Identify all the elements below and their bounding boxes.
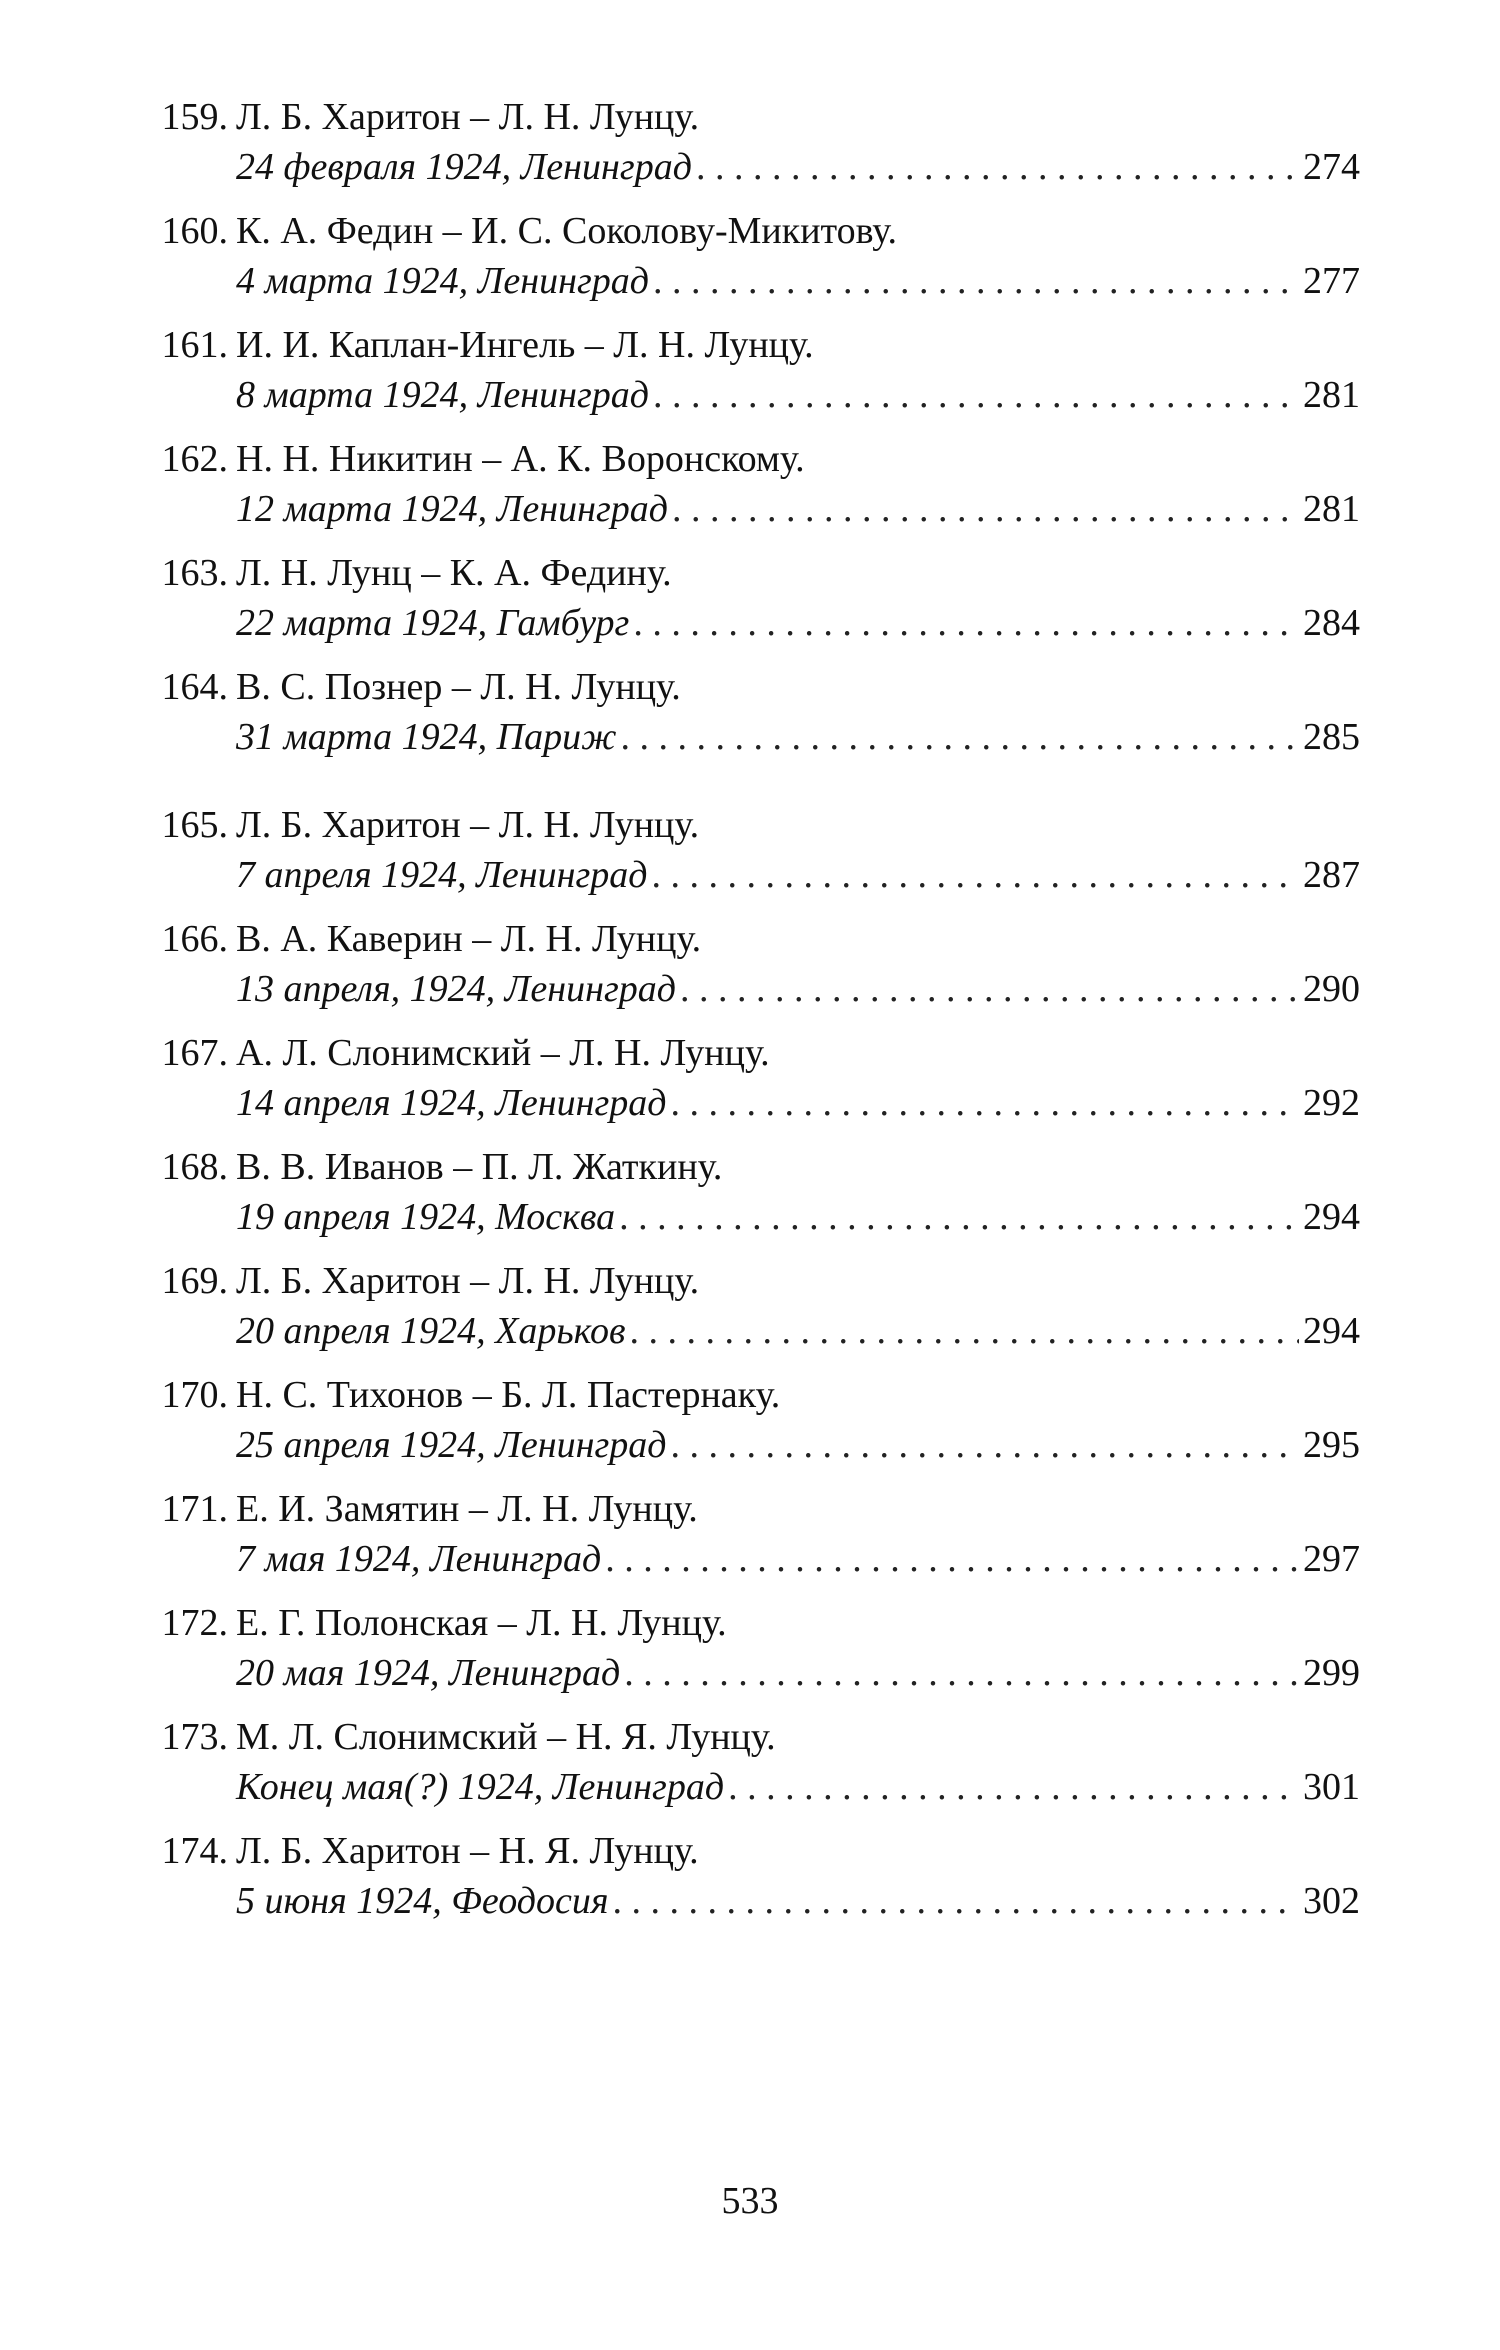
dot-leader: [671, 1420, 1299, 1470]
entry-title: Л. Н. Лунц – К. А. Федину.: [236, 552, 672, 594]
entry-page-number: 299: [1303, 1652, 1360, 1694]
entry-title: И. И. Каплан-Ингель – Л. Н. Лунцу.: [236, 324, 814, 366]
toc-entry: [160, 662, 1360, 776]
toc-entry: [160, 1256, 1360, 1370]
entry-date: 24 февраля 1924, Ленинград: [236, 146, 692, 188]
entry-page-number: 287: [1303, 854, 1360, 896]
entry-page-number: 301: [1303, 1766, 1360, 1808]
entry-page-number: 290: [1303, 968, 1360, 1010]
entry-number: 168.: [161, 1146, 228, 1188]
entry-page-number: 281: [1303, 488, 1360, 530]
entry-number: 162.: [161, 438, 228, 480]
entry-title: К. А. Федин – И. С. Соколову-Микитову.: [236, 210, 897, 252]
entry-date: 20 апреля 1924, Харьков: [236, 1310, 626, 1352]
dot-leader: [671, 1078, 1299, 1128]
entry-page-number: 294: [1303, 1310, 1360, 1352]
dot-leader: [619, 1192, 1299, 1242]
entry-number: 166.: [161, 918, 228, 960]
entry-number: 160.: [161, 210, 228, 252]
entry-date: 12 марта 1924, Ленинград: [236, 488, 669, 530]
entry-title: А. Л. Слонимский – Л. Н. Лунцу.: [236, 1032, 770, 1074]
entry-title: В. В. Иванов – П. Л. Жаткину.: [236, 1146, 723, 1188]
dot-leader: [624, 1648, 1299, 1698]
entry-page-number: 297: [1303, 1538, 1360, 1580]
entry-title: Н. Н. Никитин – А. К. Воронскому.: [236, 438, 805, 480]
toc-entry: [160, 1712, 1360, 1826]
entry-number: 159.: [161, 96, 228, 138]
entry-title: В. С. Познер – Л. Н. Лунцу.: [236, 666, 681, 708]
toc-entry: [160, 1142, 1360, 1256]
entry-number: 164.: [161, 666, 228, 708]
entry-number: 165.: [161, 804, 228, 846]
entry-number: 171.: [161, 1488, 228, 1530]
entry-date: 7 мая 1924, Ленинград: [236, 1538, 602, 1580]
dot-leader: [633, 598, 1299, 648]
entry-page-number: 277: [1303, 260, 1360, 302]
entry-title: Л. Б. Харитон – Л. Н. Лунцу.: [236, 96, 700, 138]
entry-number: 174.: [161, 1830, 228, 1872]
dot-leader: [653, 256, 1299, 306]
entry-title: Е. И. Замятин – Л. Н. Лунцу.: [236, 1488, 698, 1530]
entry-title: М. Л. Слонимский – Н. Я. Лунцу.: [236, 1716, 776, 1758]
entry-page-number: 285: [1303, 716, 1360, 758]
dot-leader: [680, 964, 1299, 1014]
table-of-contents: [160, 92, 1360, 1940]
entry-title: Н. С. Тихонов – Б. Л. Пастернаку.: [236, 1374, 781, 1416]
entry-title: Л. Б. Харитон – Н. Я. Лунцу.: [236, 1830, 699, 1872]
entry-date: 20 мая 1924, Ленинград: [236, 1652, 621, 1694]
entry-number: 163.: [161, 552, 228, 594]
toc-entry: [160, 800, 1360, 914]
toc-entry: [160, 206, 1360, 320]
toc-entry: [160, 1028, 1360, 1142]
entry-page-number: 292: [1303, 1082, 1360, 1124]
toc-entry: [160, 1370, 1360, 1484]
toc-entry: [160, 548, 1360, 662]
dot-leader: [728, 1762, 1299, 1812]
entry-date: 25 апреля 1924, Ленинград: [236, 1424, 667, 1466]
entry-date: 8 марта 1924, Ленинград: [236, 374, 650, 416]
entry-number: 169.: [161, 1260, 228, 1302]
entry-number: 172.: [161, 1602, 228, 1644]
toc-entry: [160, 914, 1360, 1028]
entry-date: 7 апреля 1924, Ленинград: [236, 854, 648, 896]
dot-leader: [652, 850, 1299, 900]
entry-page-number: 284: [1303, 602, 1360, 644]
dot-leader: [613, 1876, 1300, 1926]
entry-number: 173.: [161, 1716, 228, 1758]
entry-date: Конец мая(?) 1924, Ленинград: [236, 1766, 725, 1808]
entry-number: 170.: [161, 1374, 228, 1416]
toc-entry: [160, 1826, 1360, 1940]
dot-leader: [605, 1534, 1299, 1584]
toc-entry: [160, 320, 1360, 434]
entry-date: 31 марта 1924, Париж: [236, 716, 617, 758]
entry-date: 4 марта 1924, Ленинград: [236, 260, 650, 302]
entry-date: 14 апреля 1924, Ленинград: [236, 1082, 667, 1124]
entry-title: Л. Б. Харитон – Л. Н. Лунцу.: [236, 1260, 700, 1302]
dot-leader: [620, 712, 1299, 762]
toc-entry: [160, 1598, 1360, 1712]
toc-entry: [160, 92, 1360, 206]
entry-title: Л. Б. Харитон – Л. Н. Лунцу.: [236, 804, 700, 846]
entry-number: 161.: [161, 324, 228, 366]
toc-entry: [160, 1484, 1360, 1598]
entry-title: Е. Г. Полонская – Л. Н. Лунцу.: [236, 1602, 727, 1644]
entry-page-number: 274: [1303, 146, 1360, 188]
entry-page-number: 294: [1303, 1196, 1360, 1238]
entry-number: 167.: [161, 1032, 228, 1074]
entry-date: 22 марта 1924, Гамбург: [236, 602, 630, 644]
entry-date: 13 апреля, 1924, Ленинград: [236, 968, 677, 1010]
entry-date: 19 апреля 1924, Москва: [236, 1196, 616, 1238]
dot-leader: [672, 484, 1299, 534]
entry-date: 5 июня 1924, Феодосия: [236, 1880, 609, 1922]
page-number: 533: [721, 2180, 779, 2222]
entry-page-number: 302: [1303, 1880, 1360, 1922]
dot-leader: [696, 142, 1299, 192]
toc-entry: [160, 434, 1360, 548]
dot-leader: [653, 370, 1299, 420]
entry-page-number: 281: [1303, 374, 1360, 416]
entry-page-number: 295: [1303, 1424, 1360, 1466]
dot-leader: [629, 1306, 1299, 1356]
entry-title: В. А. Каверин – Л. Н. Лунцу.: [236, 918, 702, 960]
